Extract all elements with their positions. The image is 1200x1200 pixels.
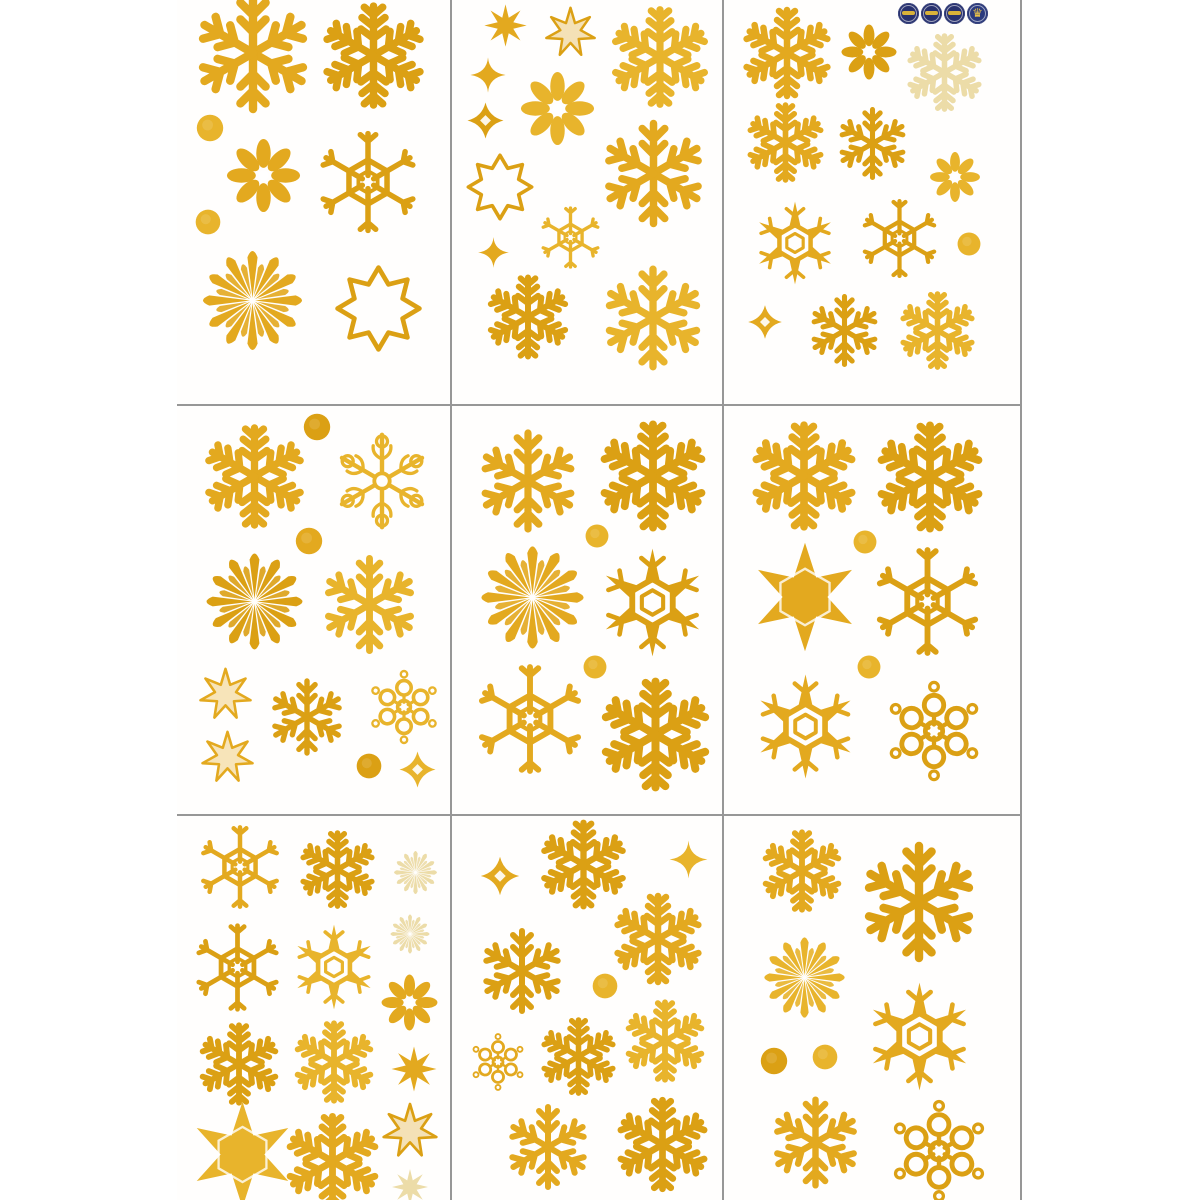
classic-sticker — [312, 547, 427, 662]
hexcenter-sticker — [750, 198, 840, 288]
dot-sticker — [759, 1046, 789, 1076]
star7-sticker — [199, 729, 256, 786]
burst-sticker — [753, 926, 856, 1029]
lace-sticker — [327, 426, 437, 536]
fern-sticker — [194, 1019, 284, 1109]
dot-sticker — [811, 1043, 839, 1071]
web-sticker — [471, 660, 589, 778]
fern-sticker — [536, 1014, 621, 1099]
dot-sticker — [355, 752, 383, 780]
rings-sticker — [880, 677, 988, 785]
fern-sticker — [745, 417, 863, 535]
rings-sticker — [467, 1031, 529, 1093]
hexcenter-sticker — [594, 544, 711, 661]
grid-line — [177, 404, 1022, 406]
classic-sticker — [849, 832, 989, 972]
classic-sticker — [762, 1089, 869, 1196]
star8-sticker — [482, 2, 529, 49]
fern-sticker — [605, 2, 715, 112]
sparkle-sticker — [476, 235, 511, 270]
classic-sticker — [591, 111, 716, 236]
flower8-sticker — [221, 133, 306, 218]
burst-sticker — [388, 845, 443, 900]
web-sticker — [190, 920, 285, 1015]
seal-badge-icon — [921, 3, 942, 24]
pinwheel-sticker — [476, 852, 524, 900]
rings-sticker — [364, 667, 444, 747]
seal-badge-icon — [898, 3, 919, 24]
rings-sticker — [884, 1096, 994, 1200]
fern-sticker — [316, 0, 431, 113]
classic-sticker — [472, 921, 572, 1021]
web-sticker — [195, 822, 285, 912]
seal-badge-icon — [944, 3, 965, 24]
fern-sticker — [295, 827, 380, 912]
dot-sticker — [956, 231, 982, 257]
star7-sticker — [380, 1101, 440, 1161]
hexcenter-sticker — [861, 978, 978, 1095]
dot-sticker — [591, 972, 619, 1000]
flower8-sticker — [377, 970, 442, 1035]
burst-sticker — [189, 237, 316, 364]
fern-sticker — [198, 420, 311, 533]
fern-sticker — [593, 416, 713, 536]
classic-sticker — [183, 0, 323, 123]
fern-sticker — [280, 1109, 385, 1200]
fern-sticker — [611, 1093, 714, 1196]
fern-sticker — [289, 1017, 379, 1107]
classic-sticker — [830, 101, 915, 186]
grid-line — [1020, 0, 1022, 1200]
star8-sticker — [389, 1044, 439, 1094]
pinwheel-sticker — [463, 98, 508, 143]
web-sticker — [857, 196, 942, 281]
burst-sticker — [193, 540, 316, 663]
pinwheel-sticker — [744, 301, 786, 343]
pinwheel-sticker — [395, 747, 440, 792]
fern-sticker — [757, 826, 847, 916]
classic-sticker — [802, 288, 887, 373]
seal-badge-icon — [967, 3, 988, 24]
burst-sticker — [467, 532, 598, 663]
hexcenter-sticker — [288, 921, 380, 1013]
fern-sticker — [742, 99, 829, 186]
squiggle-sticker — [464, 151, 536, 223]
fern-sticker — [620, 996, 710, 1086]
classic-sticker — [592, 257, 714, 379]
fern-sticker — [608, 889, 708, 989]
sparkle-sticker — [468, 55, 508, 95]
classic-sticker — [468, 421, 588, 541]
grid-line — [722, 0, 724, 1200]
fern-sticker — [482, 271, 574, 363]
fern-sticker — [594, 673, 717, 796]
flower8-sticker — [515, 66, 600, 151]
classic-sticker — [262, 672, 352, 762]
flower8-sticker — [837, 20, 901, 84]
star8-sticker — [390, 1167, 430, 1200]
grid-line — [450, 0, 452, 1200]
fern-sticker — [895, 288, 980, 373]
web-sticker — [869, 543, 986, 660]
hexcenter-sticker — [749, 670, 862, 783]
fern-sticker — [737, 3, 837, 103]
dot-sticker — [194, 208, 222, 236]
squiggle-sticker — [332, 262, 425, 355]
star7-sticker — [543, 5, 598, 60]
fern-sticker — [870, 417, 990, 537]
web-sticker — [313, 127, 423, 237]
classic-sticker — [498, 1097, 598, 1197]
burst-sticker — [385, 909, 435, 959]
star6-sticker — [746, 538, 864, 656]
star7-sticker — [197, 666, 254, 723]
sparkle-sticker — [667, 838, 710, 881]
